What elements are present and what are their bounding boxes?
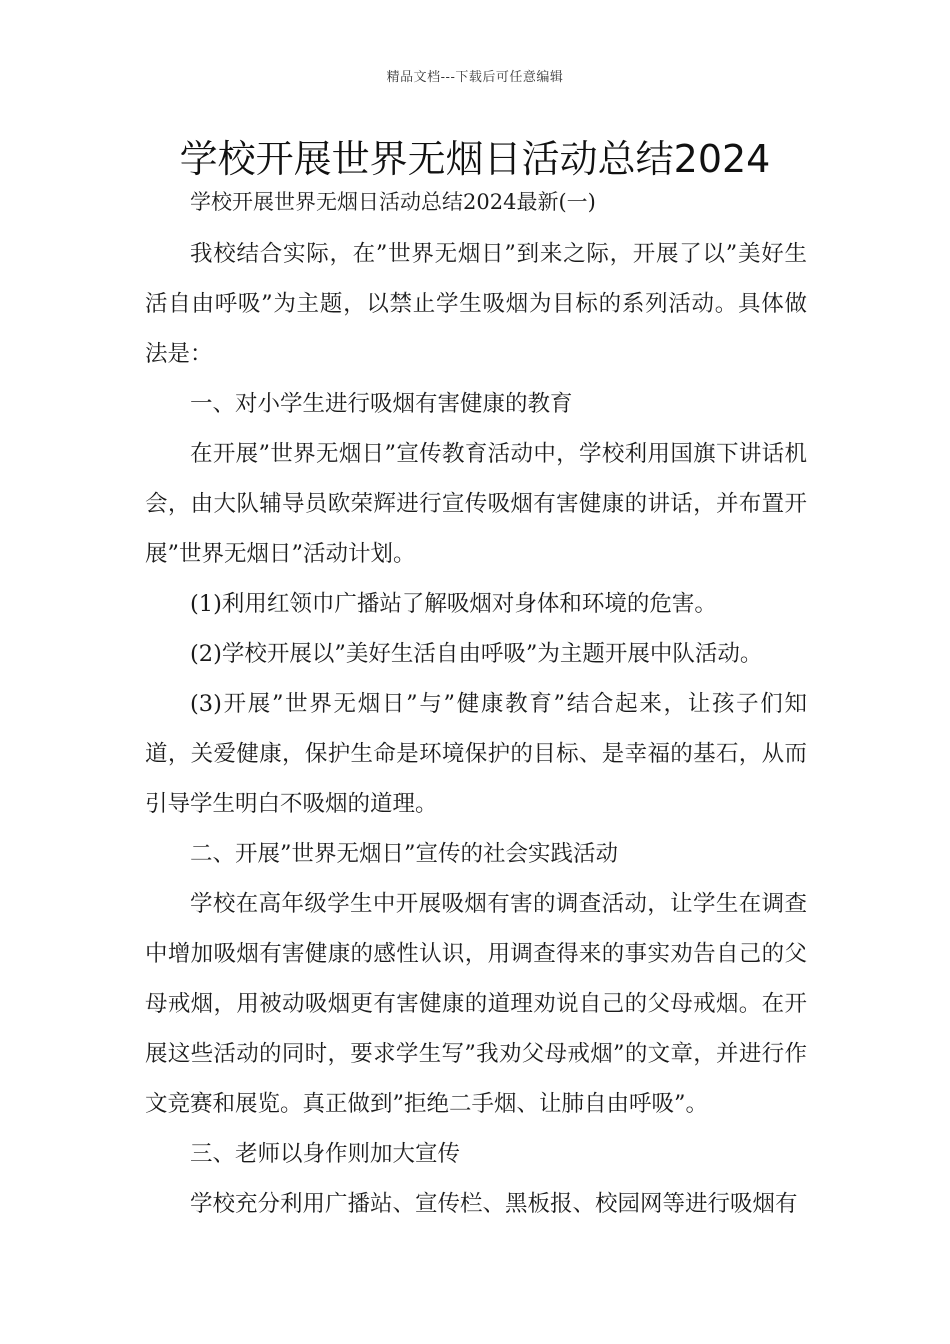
- document-body: [145, 229, 807, 1229]
- section-heading-3: 三、老师以身作则加大宣传: [190, 1141, 461, 1167]
- section-heading-2: 二、开展”世界无烟日”宣传的社会实践活动: [190, 841, 619, 867]
- list-item: (2)学校开展以”美好生活自由呼吸”为主题开展中队活动。: [190, 641, 763, 667]
- paragraph: 在开展”世界无烟日”宣传教育活动中，学校利用国旗下讲话机会，由大队辅导员欧荣辉进行宣传吸烟有害健康的讲话，并布置开展”世界无烟日”活动计划。: [145, 441, 807, 567]
- document-title: 学校开展世界无烟日活动总结2024: [179, 137, 771, 181]
- paragraph: 学校充分利用广播站、宣传栏、黑板报、校园网等进行吸烟有: [190, 1191, 798, 1217]
- paragraph: 学校在高年级学生中开展吸烟有害的调查活动，让学生在调查中增加吸烟有害健康的感性认识，用调查得来的事实劝告自己的父母戒烟，用被动吸烟更有害健康的道理劝说自己的父母戒烟。在开展这些活动的同时，要求学生写”我劝父母戒烟”的文章，并进行作文竞赛和展览。真正做到”拒绝二手烟、让肺自由呼吸”。: [145, 891, 807, 1117]
- list-item: (3)开展”世界无烟日”与”健康教育”结合起来，让孩子们知道，关爱健康，保护生命是环境保护的目标、是幸福的基石，从而引导学生明白不吸烟的道理。: [145, 691, 807, 817]
- document-subtitle: 学校开展世界无烟日活动总结2024最新(一): [190, 190, 596, 214]
- section-heading-1: 一、对小学生进行吸烟有害健康的教育: [190, 391, 573, 417]
- header-note: 精品文档---下载后可任意编辑: [386, 70, 564, 85]
- paragraph-intro: 我校结合实际，在”世界无烟日”到来之际，开展了以”美好生活自由呼吸”为主题，以禁止学生吸烟为目标的系列活动。具体做法是：: [145, 241, 807, 367]
- list-item: (1)利用红领巾广播站了解吸烟对身体和环境的危害。: [190, 591, 717, 617]
